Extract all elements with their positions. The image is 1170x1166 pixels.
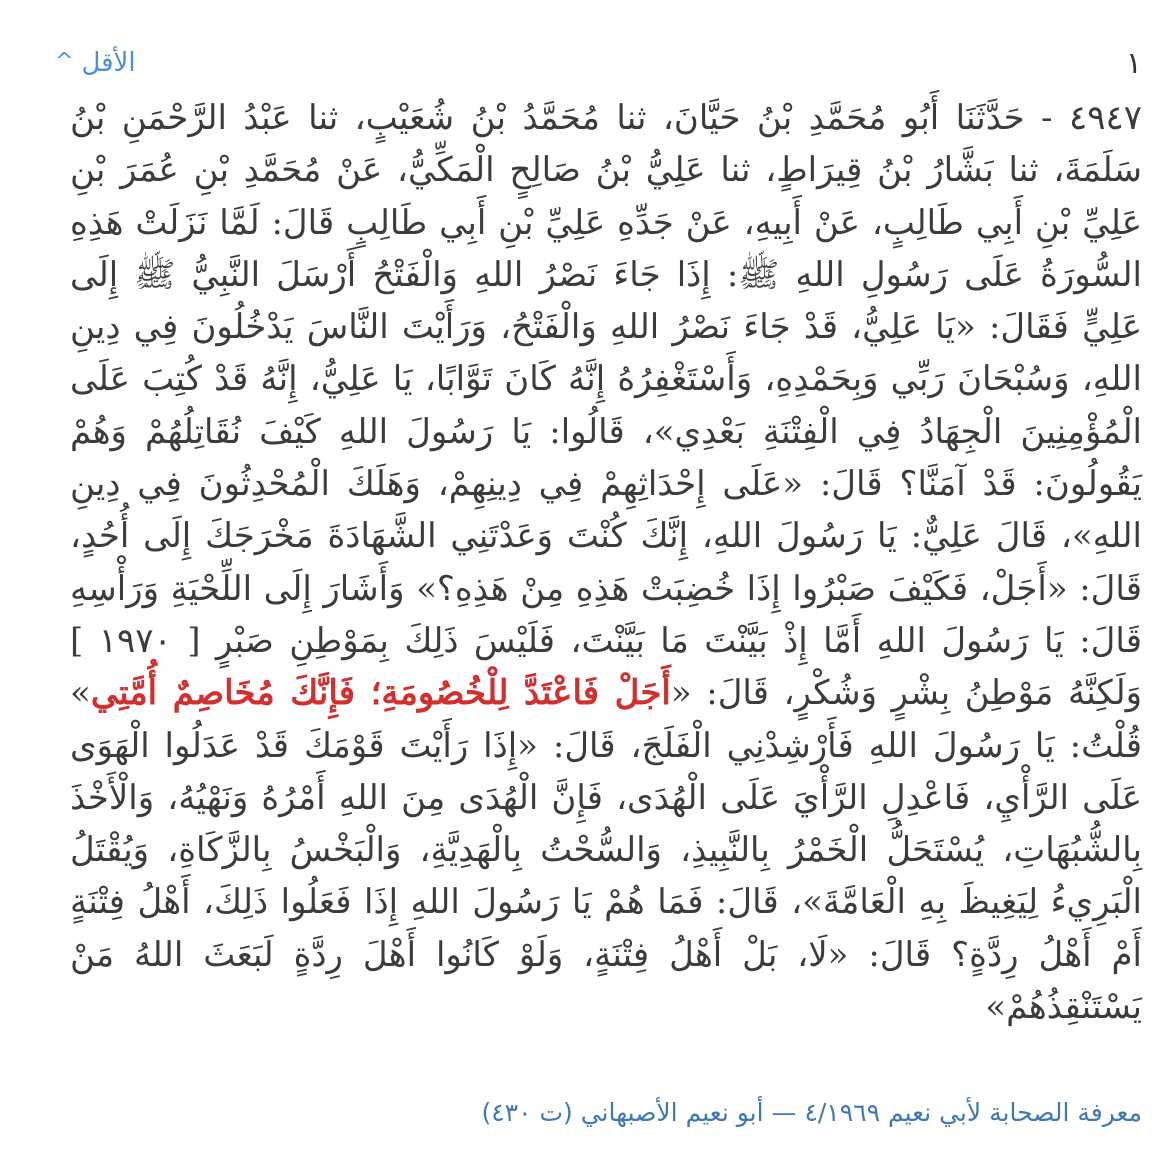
chevron-up-icon: ^ bbox=[55, 48, 74, 74]
top-bar bbox=[55, 38, 1142, 88]
hadith-text-part1: ٤٩٤٧ - حَدَّثَنَا أَبُو مُحَمَّدِ بْنُ حَيَّانَ، ثنا مُحَمَّدُ بْنُ شُعَيْبٍ، ثنا عَبْدُ الرَّحْمَنِ بْنُ سَلَمَةَ، ثنا بَشَّارُ بْنُ قِيرَاطٍ، ثنا عَلِيُّ بْنُ صَالِحٍ الْمَكِّيُّ، عَنْ مُحَمَّدِ بْنِ عُمَرَ بْنِ عَلِيِّ بْنِ أَبِي طَالِبٍ، عَنْ أَبِيهِ، عَنْ جَدِّهِ عَلِيِّ بْنِ أَبِي طَالِبٍ قَالَ: لَمَّا نَزَلَتْ هَذِهِ السُّورَةُ عَلَى رَسُولِ اللهِ ﷺ: إِذَا جَاءَ نَصْرُ اللهِ وَالْفَتْحُ أَرْسَلَ النَّبِيُّ ﷺ إِلَى عَلِيٍّ فَقَالَ: «يَا عَلِيُّ، قَدْ جَاءَ نَصْرُ اللهِ وَالْفَتْحُ، وَرَأَيْتَ النَّاسَ يَدْخُلُونَ فِي دِينِ اللهِ، وَسُبْحَانَ رَبِّي وَبِحَمْدِهِ، وَأَسْتَغْفِرُهُ إِنَّهُ كَانَ تَوَّابًا، يَا عَلِيُّ، إِنَّهُ قَدْ كُتِبَ عَلَى الْمُؤْمِنِينَ الْجِهَادُ فِي الْفِتْنَةِ بَعْدِي»، قَالُوا: يَا رَسُولَ اللهِ كَيْفَ نُقَاتِلُهُمْ وَهُمْ يَقُولُونَ: قَدْ آمَنَّا؟ قَالَ: «عَلَى إِحْدَاثِهِمْ فِي دِينِهِمْ، وَهَلَكَ الْمُحْدِثُونَ فِي دِينِ اللهِ»، قَالَ عَلِيٌّ: يَا رَسُولَ اللهِ، إِنَّكَ كُنْتَ وَعَدْتَنِي الشَّهَادَةَ مَخْرَجَكَ إِلَى أُحُدٍ، قَالَ: «أَجَلْ، فَكَيْفَ صَبْرُوا إِذَا خُضِبَتْ هَذِهِ مِنْ هَذِهِ؟» وَأَشَارَ إِلَى اللِّحْيَةِ وَرَأْسِهِ قَالَ: يَا رَسُولَ اللهِ أَمَّا إِذْ بَيَّنْتَ مَا بَيَّنْتَ، فَلَيْسَ ذَلِكَ بِمَوْطِنِ صَبْرٍ [ ١٩٧٠ ] وَلَكِنَّهُ مَوْطِنُ بِشْرٍ وَشُكْرٍ، قَالَ: « bbox=[70, 98, 1143, 714]
result-number: ١ bbox=[1125, 45, 1142, 81]
hadith-highlight: أَجَلْ فَاعْتَدَّ لِلْخُصُومَةِ؛ فَإِنَّكَ مُخَاصِمٌ أُمَّتِي bbox=[90, 673, 671, 714]
show-less-label: الأقل bbox=[81, 48, 136, 78]
show-less-button[interactable] bbox=[55, 48, 136, 78]
hadith-text bbox=[70, 92, 1142, 1033]
hadith-text-part2: » قُلْتُ: يَا رَسُولَ اللهِ فَأَرْشِدْنِي الْفَلَجَ، قَالَ: «إِذَا رَأَيْتَ قَوْمَكَ قَدْ عَدَلُوا الْهَوَى عَلَى الرَّأْيِ، فَاعْدِلِ الرَّأْيَ عَلَى الْهُدَى، فَإِنَّ الْهُدَى مِنَ اللهِ أَمْرُهُ وَنَهْيُهُ، وَالْأَخْذَ بِالشُّبُهَاتِ، يُسْتَحَلُّ الْخَمْرُ بِالنَّبِيذِ، وَالسُّحْتُ بِالْهَدِيَّةِ، وَالْبَخْسُ بِالزَّكَاةِ، وَيُقْتَلُ الْبَرِيءُ لِيَغِيظَ بِهِ الْعَامَّةَ»، قَالَ: فَمَا هُمْ يَا رَسُولَ اللهِ إِذَا فَعَلُوا ذَلِكَ، أَهْلُ فِتْنَةٍ أَمْ أَهْلُ رِدَّةٍ؟ قَالَ: «لَا، بَلْ أَهْلُ فِتْنَةٍ، وَلَوْ كَانُوا أَهْلَ رِدَّةٍ لَبَعَثَ اللهُ مَنْ يَسْتَنْقِذُهُمْ» bbox=[70, 673, 1142, 1028]
source-link[interactable]: معرفة الصحابة لأبي نعيم ٤/١٩٦٩ — أبو نعيم الأصبهاني (ت ٤٣٠) bbox=[481, 1098, 1142, 1127]
